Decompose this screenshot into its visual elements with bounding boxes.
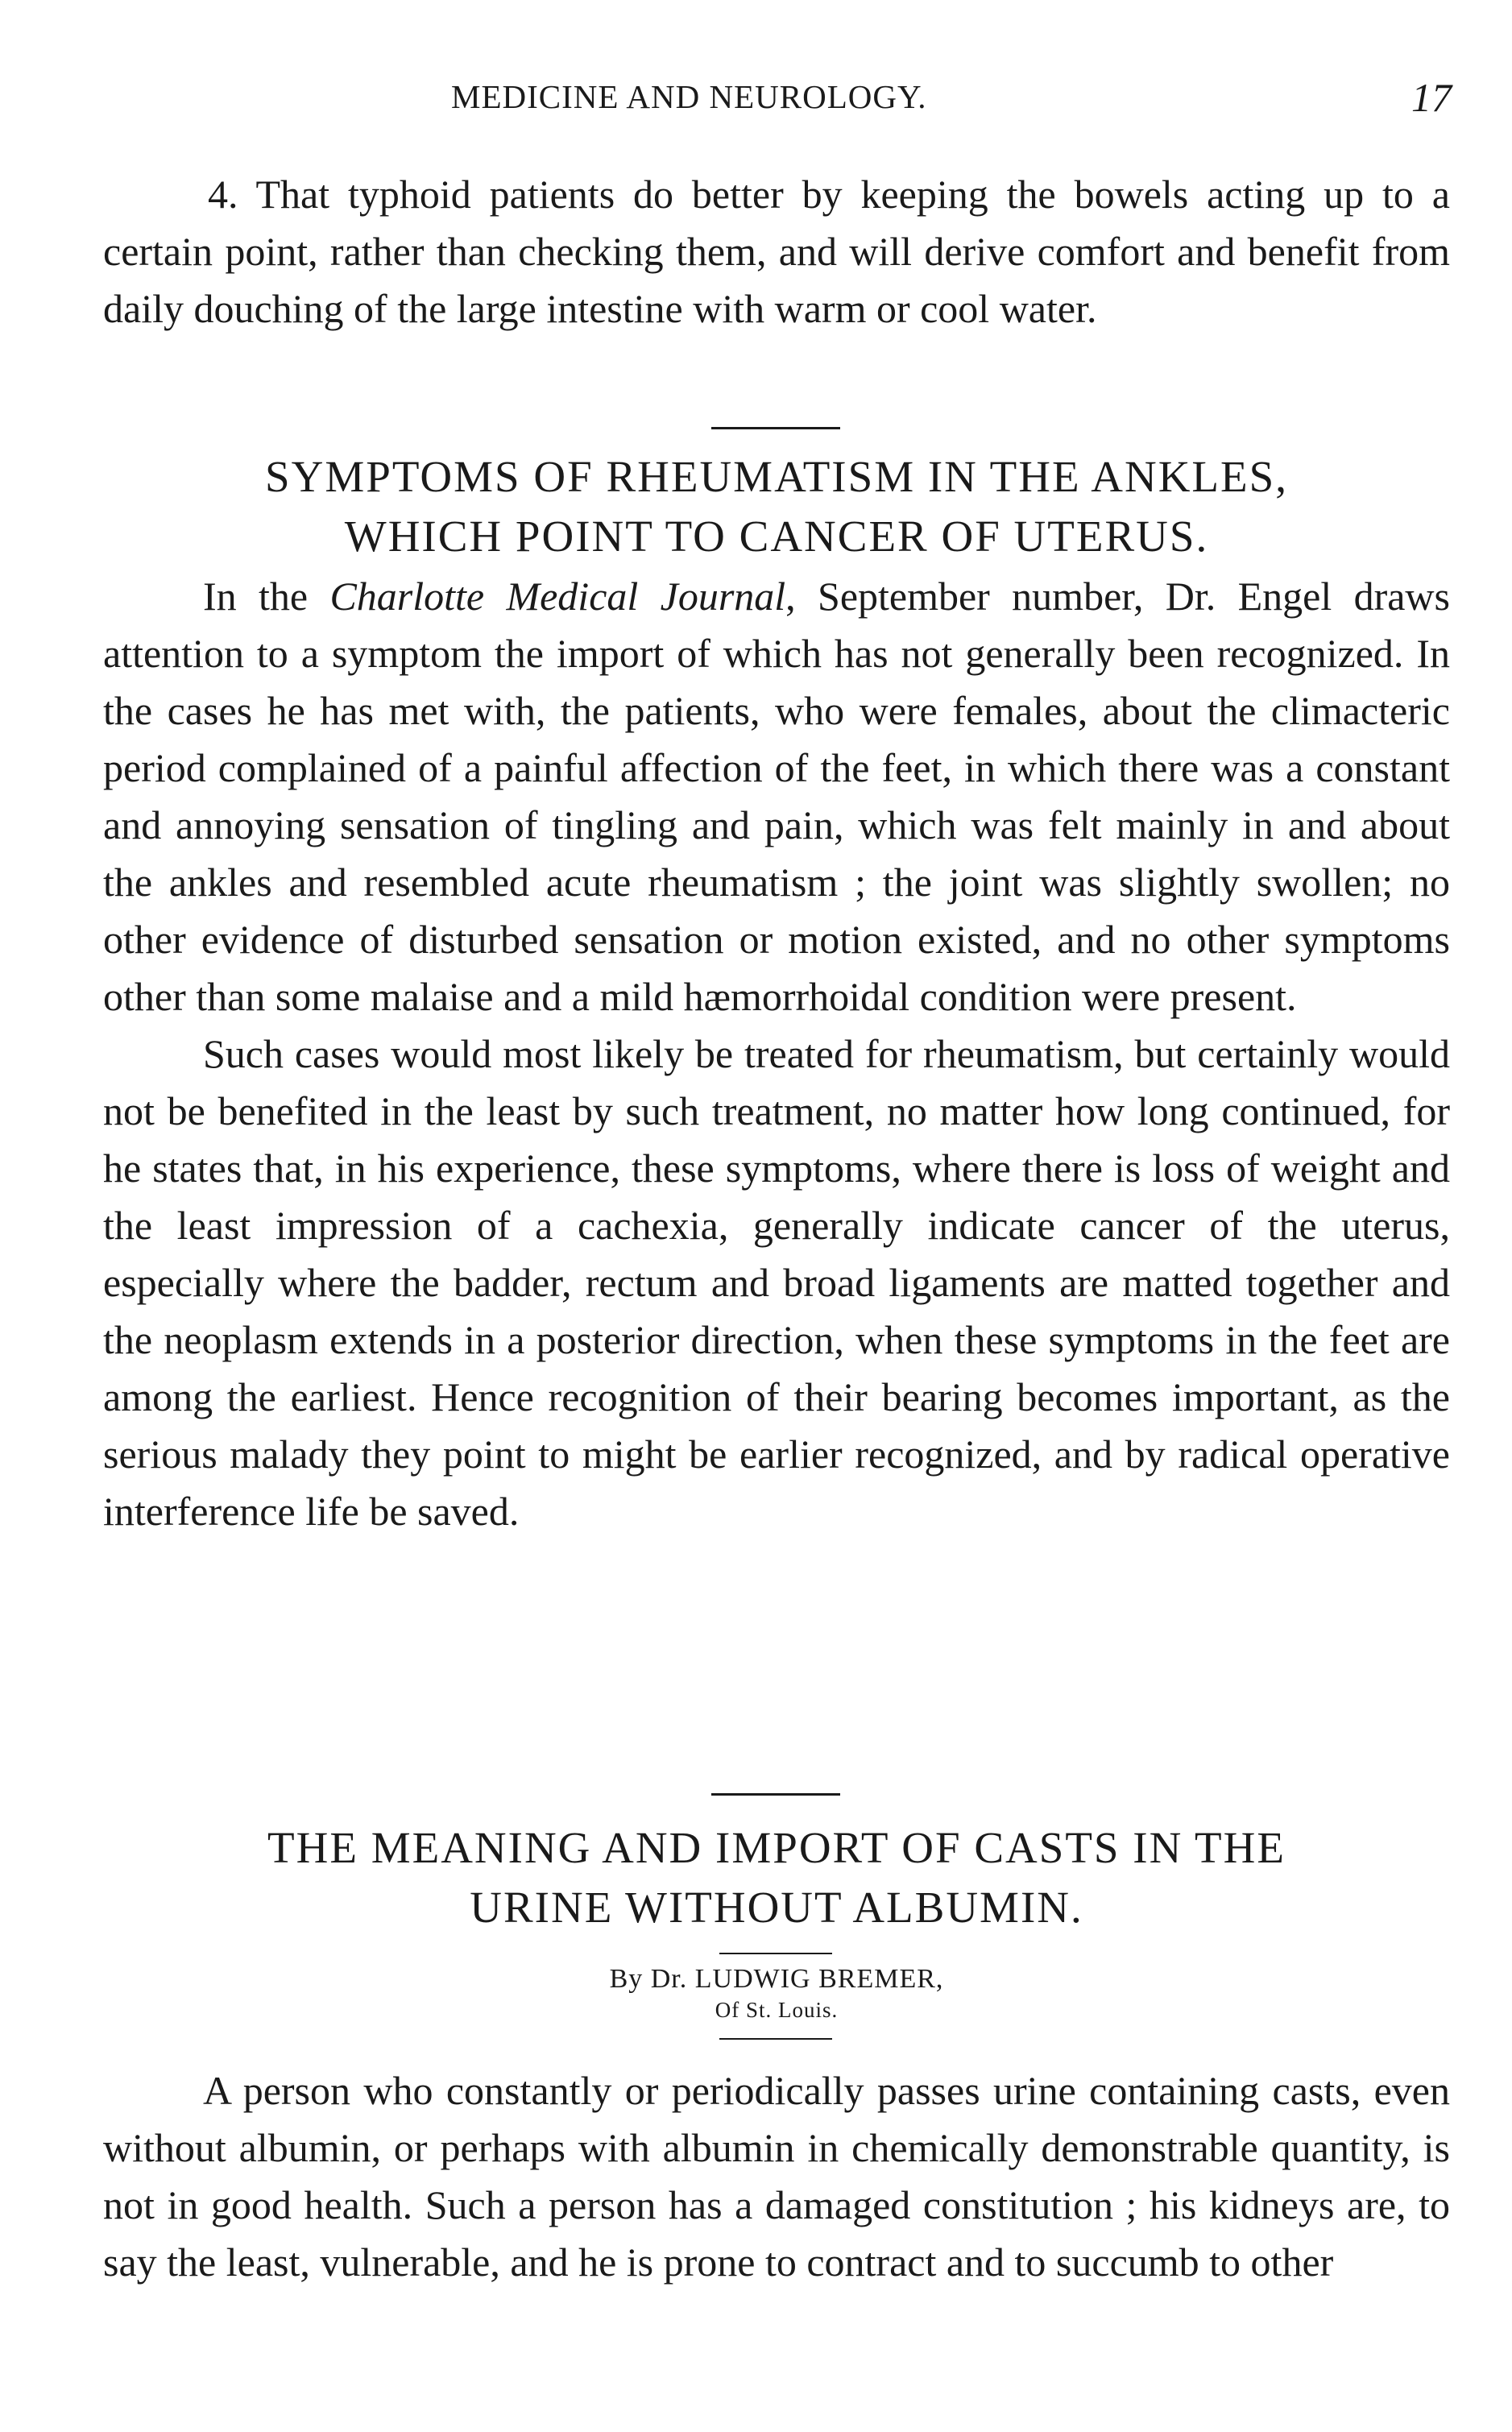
author-byline: By Dr. LUDWIG BREMER,	[609, 1964, 944, 1994]
article-title-line-1: SYMPTOMS OF RHEUMATISM IN THE ANKLES,	[265, 452, 1288, 501]
byline-divider	[719, 1953, 832, 1954]
article-paragraph: Such cases would most likely be treated for rheumatism, but certainly would not be benefited in the least by such treatment, no matter how long continued, for he states that, in his experience, these symptoms, where there is loss of weight and the least impression of a cachexia, generally indicate cancer of the uterus, especially where the badder, rectum and broad ligaments are matted together and the neoplasm extends in a posterior direction, when these symptoms in the feet are among the earliest. Hence recognition of their bearing becomes important, as the serious malady they point to might be earlier recognized, and by radical operative interference life be saved.	[103, 1031, 1450, 1534]
section-divider	[711, 427, 840, 429]
paragraph-text: In the	[203, 574, 330, 619]
page-number: 17	[1411, 75, 1452, 120]
author-affiliation: Of St. Louis.	[715, 1998, 839, 2022]
continuation-paragraph: 4. That typhoid patients do better by keeping the bowels acting up to a certain point, rather than checking them, and will derive comfort and benefit from daily douching of the large intestine with warm or cool water.	[103, 172, 1450, 331]
article-paragraph	[103, 568, 1450, 1025]
article-casts-body	[103, 2062, 1450, 2291]
continuation-section	[103, 166, 1450, 338]
byline-divider	[719, 2038, 832, 2040]
article-paragraph: A person who constantly or periodically passes urine containing casts, even without albumin, or perhaps with albumin in chemically demonstrable quantity, is not in good health. Such a person has a damaged constitution ; his kidneys are, to say the least, vulnerable, and he is prone to contract and to succumb to other	[103, 2068, 1450, 2285]
paragraph-text: , September number, Dr. Engel draws attention to a symptom the import of which has not generally been recognized. In the cases he has met with, the patients, who were females, about the climacteric period complained of a painful affection of the feet, in which there was a constant and annoying sensation of tingling and pain, which was felt mainly in and about the ankles and resembled acute rheumatism ; the joint was slightly swollen; no other evidence of disturbed sensation or motion existed, and no other symptoms other than some malaise and a mild hæmorrhoidal condition were present.	[103, 574, 1450, 1019]
article-title-line-2: WHICH POINT TO CANCER OF UTERUS.	[344, 512, 1209, 561]
article-rheumatism	[103, 447, 1450, 1540]
article-title-line-1: THE MEANING AND IMPORT OF CASTS IN THE	[267, 1823, 1286, 1872]
article-casts	[103, 1818, 1450, 1937]
byline-block	[103, 1962, 1450, 2024]
section-divider	[711, 1793, 840, 1796]
journal-title: Charlotte Medical Journal	[329, 574, 786, 619]
running-title: MEDICINE AND NEUROLOGY.	[451, 78, 927, 115]
article-title-line-2: URINE WITHOUT ALBUMIN.	[470, 1883, 1083, 1932]
